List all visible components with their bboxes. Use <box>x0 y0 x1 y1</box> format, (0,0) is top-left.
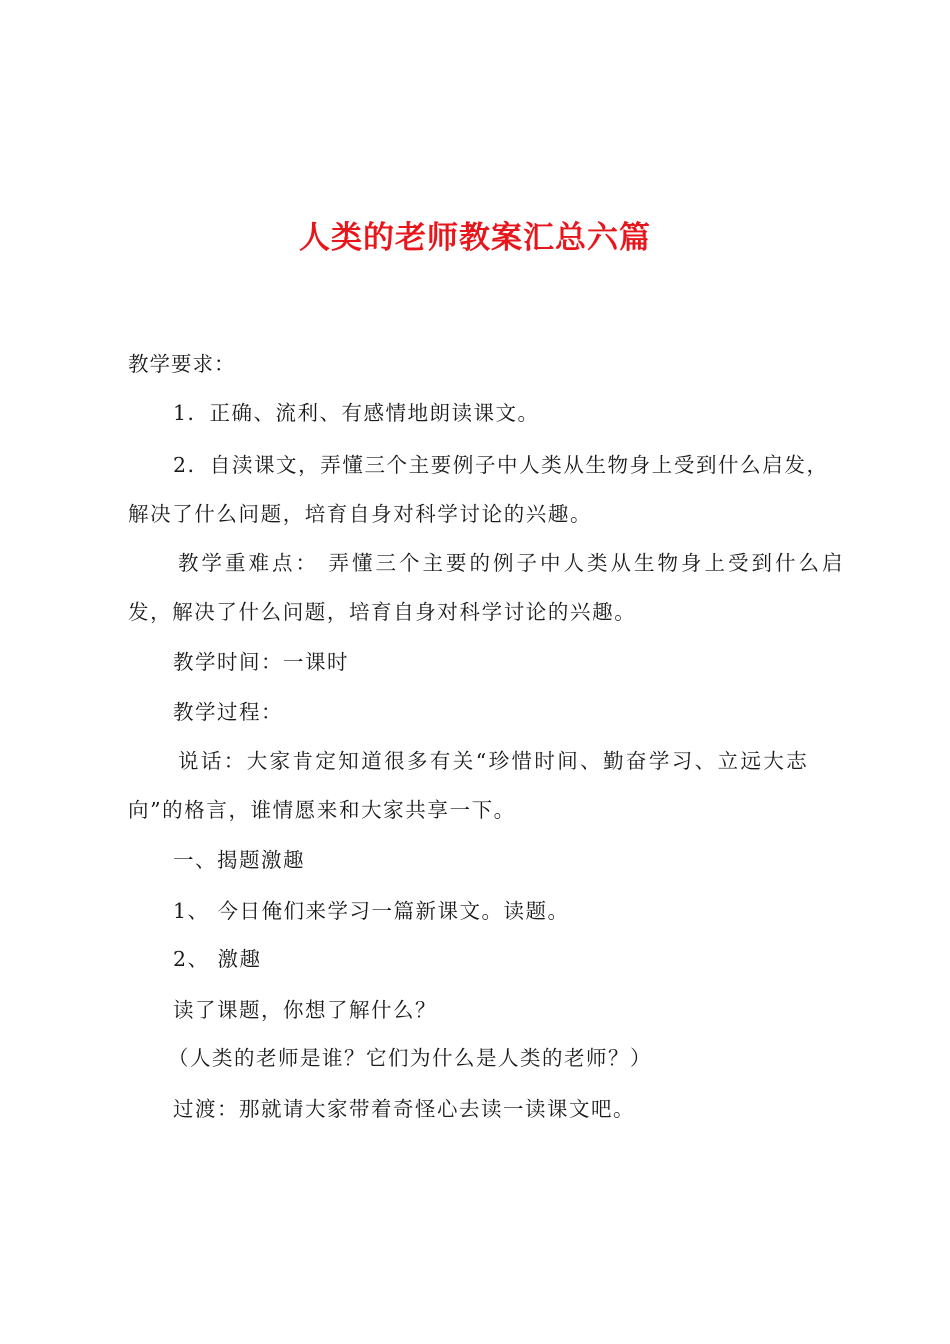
step-2: 2、 激趣 <box>173 947 262 971</box>
requirement-2-line-1: 2．自渎课文，弄懂三个主要例子中人类从生物身上受到什么启发， <box>173 453 829 477</box>
teaching-process-heading: 教学过程： <box>173 700 283 724</box>
question-prompt: 读了课题，你想了解什么？ <box>173 998 437 1022</box>
teaching-requirements-heading: 教学要求： <box>128 352 236 376</box>
requirement-1: 1．正确、流利、有感情地朗读课文。 <box>173 401 540 425</box>
key-difficulty-line-2: 发，解决了什么问题，培育自身对科学讨论的兴趣。 <box>128 600 637 624</box>
question-examples: （人类的老师是谁？它们为什么是人类的老师？） <box>168 1046 652 1070</box>
requirement-2-line-2: 解决了什么问题，培育自身对科学讨论的兴趣。 <box>128 502 593 526</box>
key-difficulty-line-1: 教学重难点： 弄懂三个主要的例子中人类从生物身上受到什么启 <box>178 551 846 575</box>
speaking-line-1: 说话：大家肯定知道很多有关“珍惜时间、勤奋学习、立远大志 <box>178 749 810 773</box>
section-1-heading: 一、揭题激趣 <box>173 848 305 872</box>
teaching-time: 教学时间：一课时 <box>173 650 349 674</box>
transition-line: 过渡：那就请大家带着奇怪心去读一读课文吧。 <box>173 1097 635 1121</box>
document-title: 人类的老师教案汇总六篇 <box>299 220 651 256</box>
step-1: 1、 今日俺们来学习一篇新课文。读题。 <box>173 899 570 923</box>
speaking-line-2: 向”的格言，谁情愿来和大家共享一下。 <box>128 798 516 822</box>
